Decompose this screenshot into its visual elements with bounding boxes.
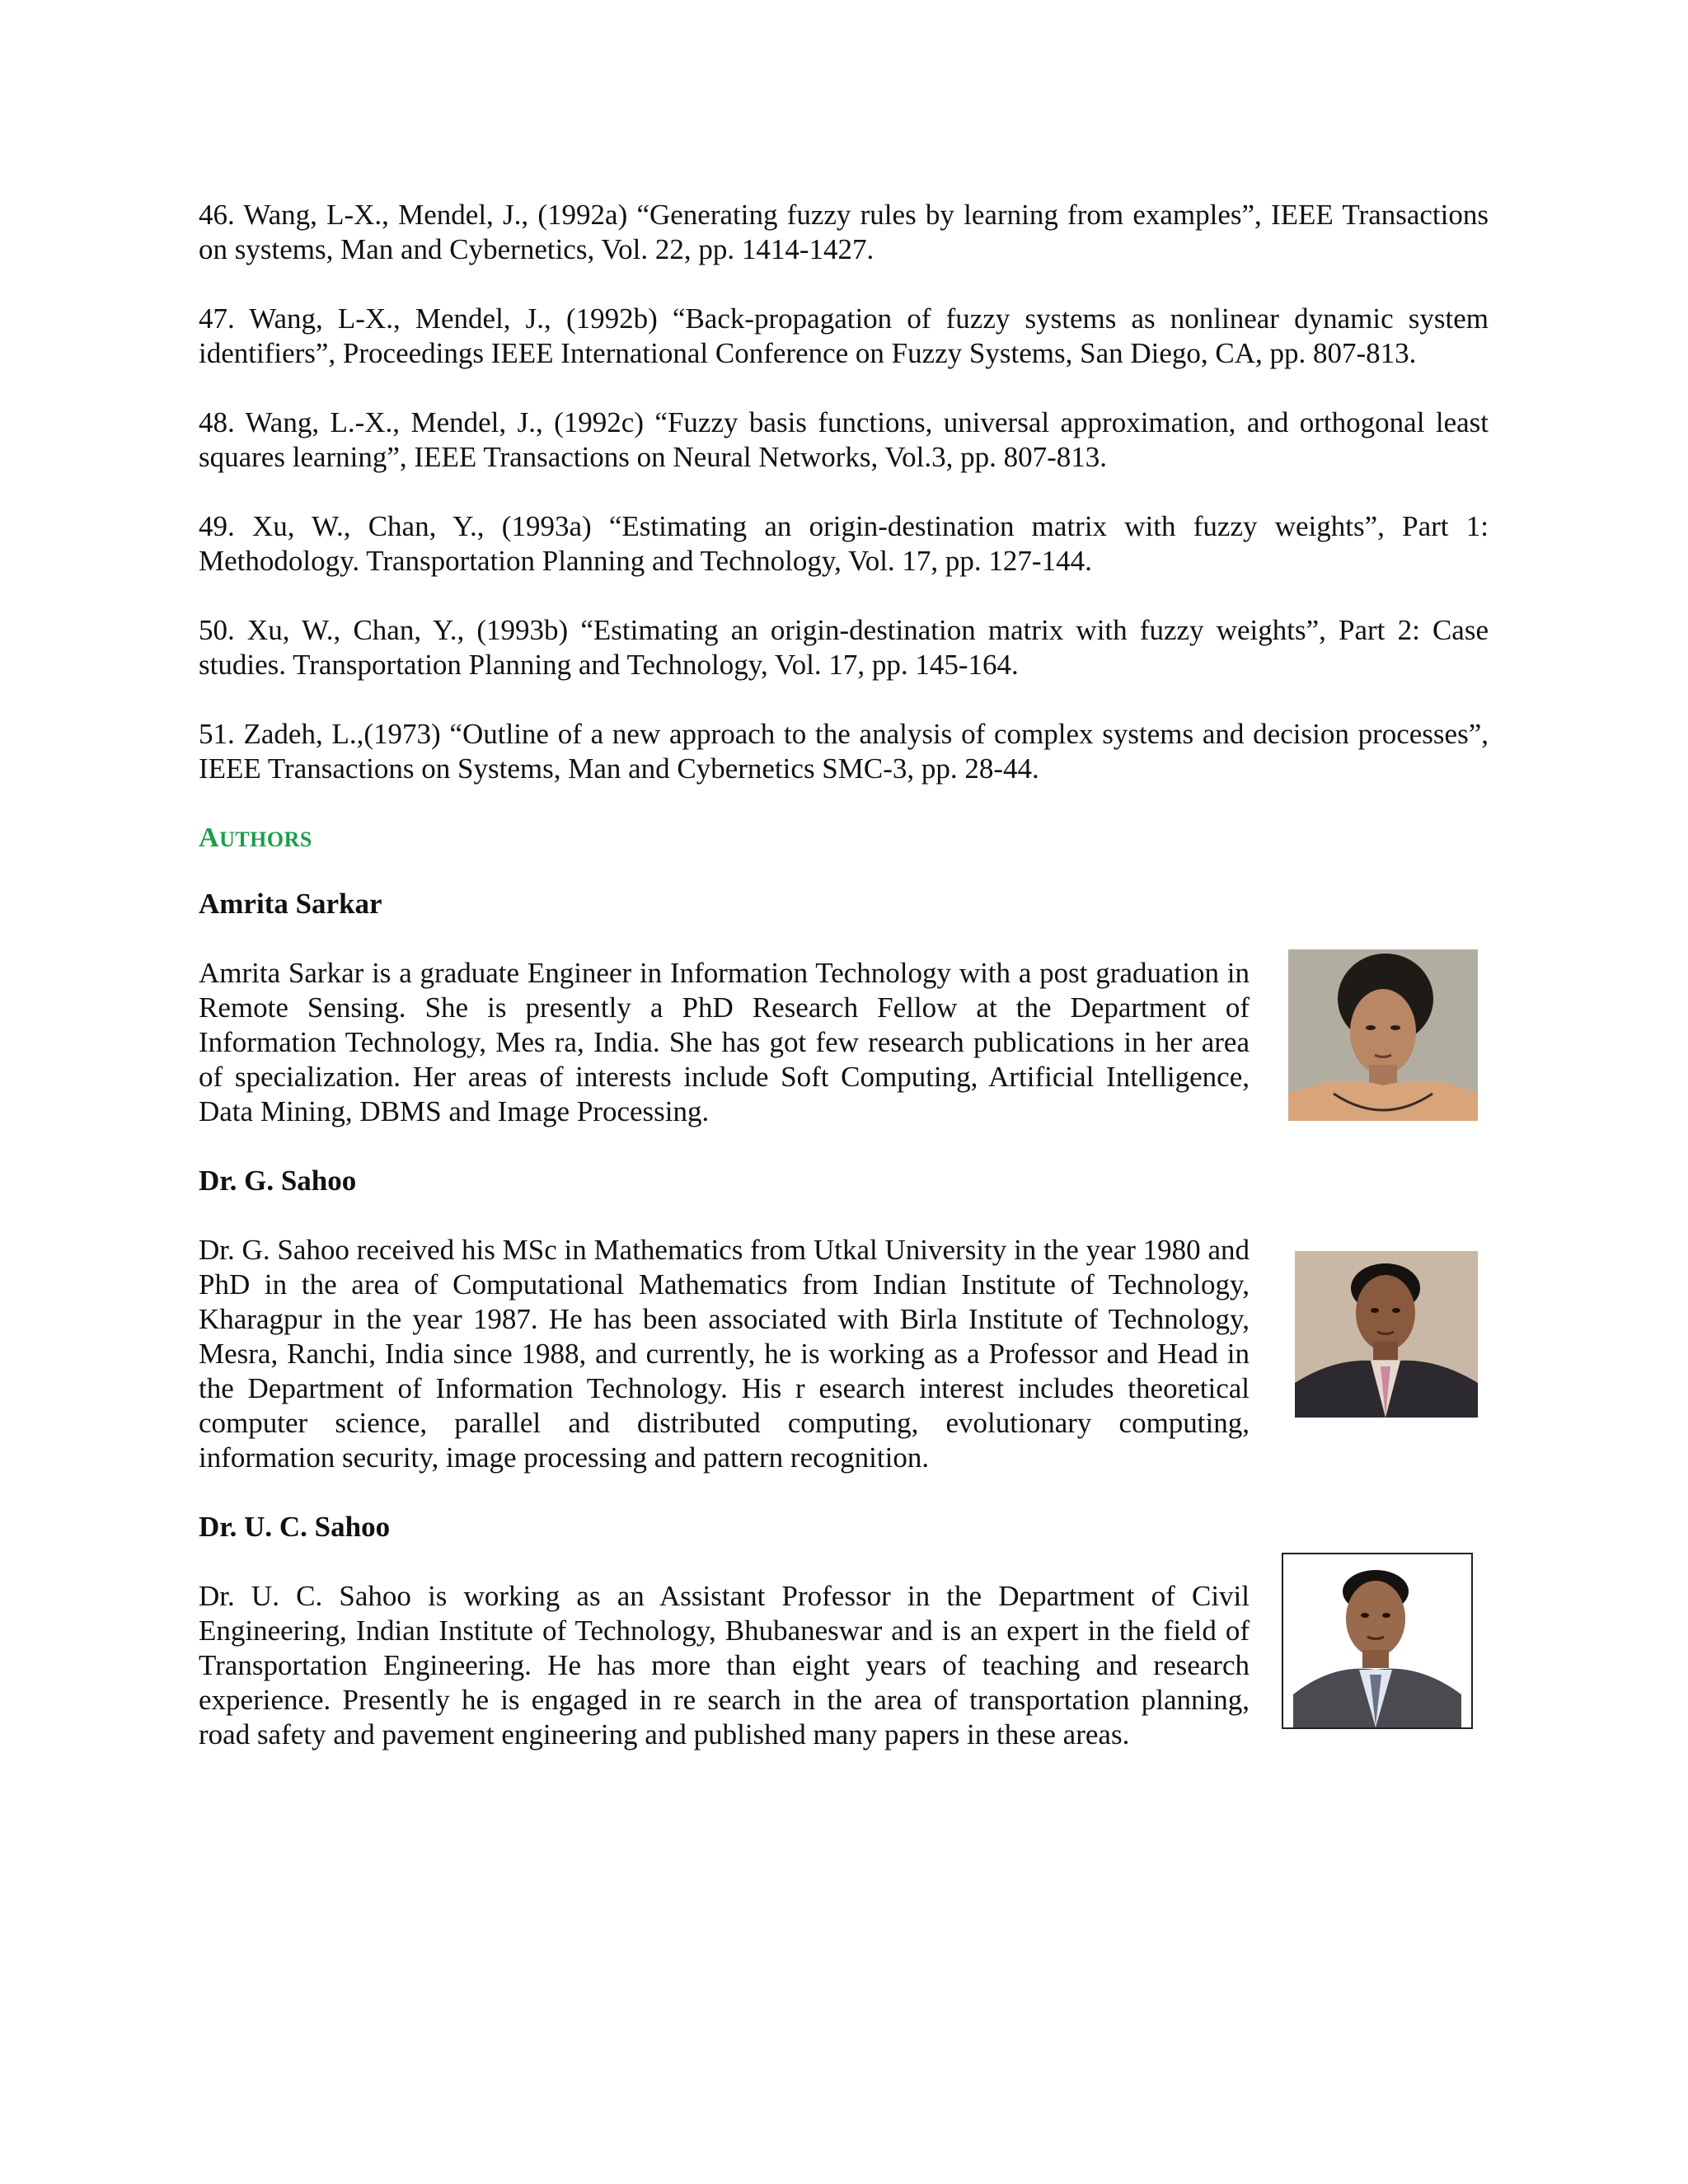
author-name-amrita-sarkar: Amrita Sarkar — [199, 888, 382, 920]
reference-47: 47. Wang, L-X., Mendel, J., (1992b) “Back-propagation of fuzzy systems as nonlinear dynamic system identifiers”, Proceedings IEEE International Conference on Fuzzy Systems, San Diego, CA, pp. 807-813. — [199, 302, 1489, 369]
reference-48: 48. Wang, L.-X., Mendel, J., (1992c) “Fuzzy basis functions, universal approximation, and orthogonal least squares learning”, IEEE Transactions on Neural Networks, Vol.3, pp. 807-813. — [199, 406, 1489, 473]
author-bio-amrita-sarkar: Amrita Sarkar is a graduate Engineer in Information Technology with a post graduation in Remote Sensing. She is presently a PhD Research Fellow at the Department of Information Technology, Mes ra, India. She has got few research publications in her area of specialization. Her areas of interests include Soft Computing, Artificial Intelligence, Data Mining, DBMS and Image Processing. — [199, 957, 1250, 1127]
authors-heading — [199, 821, 1489, 857]
page-content — [199, 198, 1489, 1787]
author-name-g-sahoo: Dr. G. Sahoo — [199, 1165, 357, 1197]
author-block-u-c-sahoo — [199, 1579, 1489, 1752]
authors-heading-rest: UTHORS — [219, 827, 312, 851]
reference-list — [199, 198, 1489, 786]
reference-51: 51. Zadeh, L.,(1973) “Outline of a new approach to the analysis of complex systems and decision processes”, IEEE Transactions on Systems, Man and Cybernetics SMC-3, pp. 28-44. — [199, 718, 1489, 785]
author-bio-u-c-sahoo: Dr. U. C. Sahoo is working as an Assistant Professor in the Department of Civil Engineering, Indian Institute of Technology, Bhubaneswar and is an expert in the field of Transportation Engineering. He has more than eight years of teaching and research experience. Presently he is engaged in re search in the area of transportation planning, road safety and pavement engineering and published many papers in these areas. — [199, 1580, 1250, 1750]
author-block-amrita-sarkar — [199, 956, 1489, 1129]
author-bio-g-sahoo: Dr. G. Sahoo received his MSc in Mathematics from Utkal University in the year 1980 and PhD in the area of Computational Mathematics from Indian Institute of Technology, Kharagpur in the year 1987. He has been associated with Birla Institute of Technology, Mesra, Ranchi, India since 1988, and currently, he is working as a Professor and Head in the Department of Information Technology. His r esearch interest includes theoretical computer science, parallel and distributed computing, evolutionary computing, information security, image processing and pattern recognition. — [199, 1234, 1250, 1474]
reference-46: 46. Wang, L-X., Mendel, J., (1992a) “Generating fuzzy rules by learning from examples”, IEEE Transactions on systems, Man and Cybernetics, Vol. 22, pp. 1414-1427. — [199, 199, 1489, 265]
author-photo-u-c-sahoo — [1282, 1553, 1473, 1729]
author-name-u-c-sahoo: Dr. U. C. Sahoo — [199, 1511, 391, 1543]
reference-49: 49. Xu, W., Chan, Y., (1993a) “Estimating an origin-destination matrix with fuzzy weights”, Part 1: Methodology. Transportation Planning and Technology, Vol. 17, pp. 127-144. — [199, 510, 1489, 577]
reference-50: 50. Xu, W., Chan, Y., (1993b) “Estimating an origin-destination matrix with fuzzy weights”, Part 2: Case studies. Transportation Planning and Technology, Vol. 17, pp. 145-164. — [199, 614, 1489, 681]
author-photo-amrita-sarkar — [1288, 949, 1478, 1121]
authors-heading-initial: A — [199, 823, 220, 853]
author-block-g-sahoo — [199, 1233, 1489, 1475]
author-photo-g-sahoo — [1295, 1251, 1478, 1418]
